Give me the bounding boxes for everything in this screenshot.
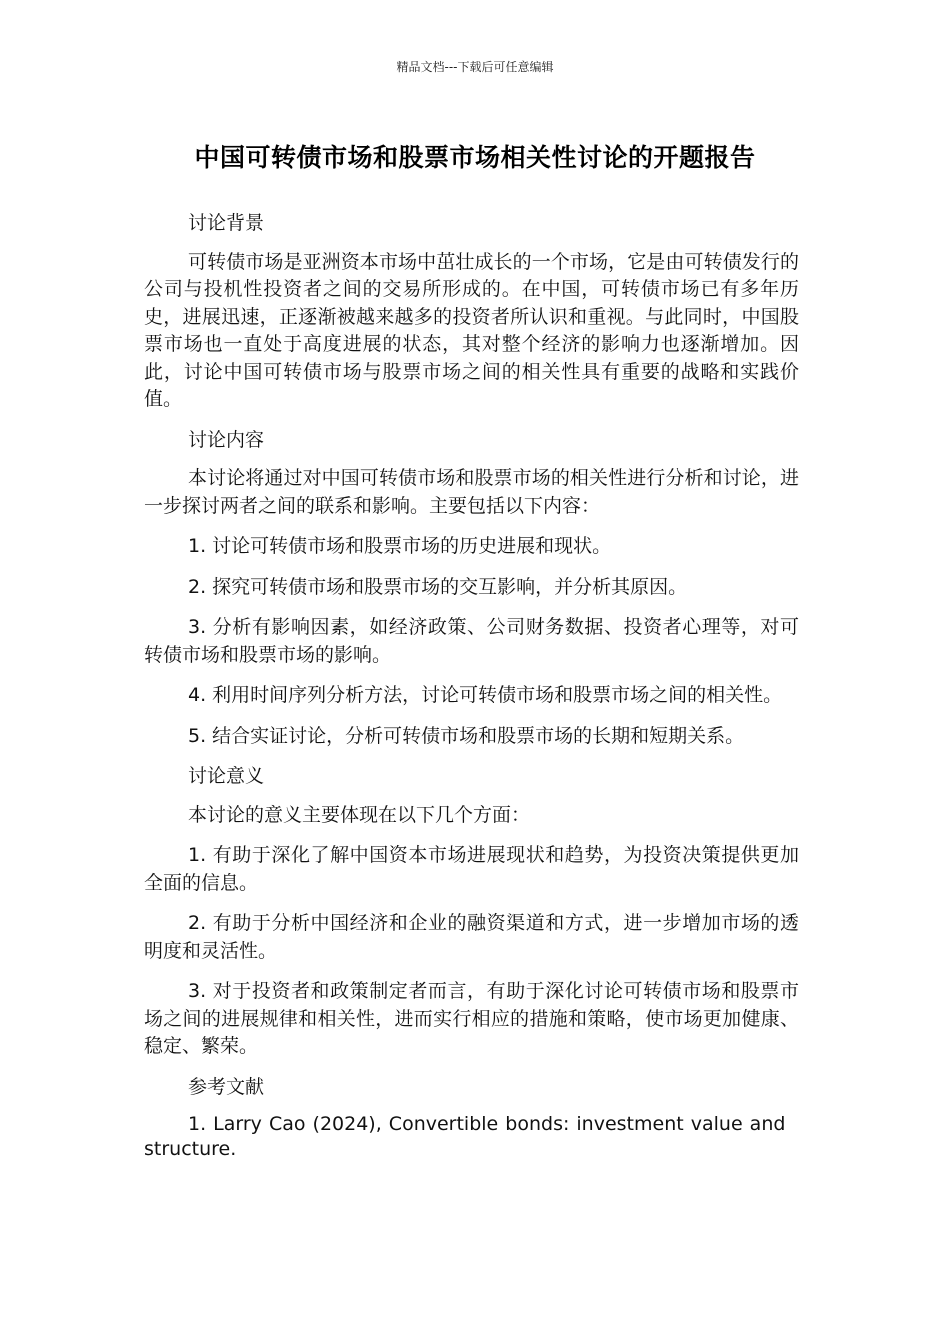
significance-list-item: 2. 有助于分析中国经济和企业的融资渠道和方式，进一步增加市场的透明度和灵活性。 <box>144 912 799 962</box>
section-heading-background: 讨论背景 <box>188 212 265 234</box>
background-paragraph: 可转债市场是亚洲资本市场中茁壮成长的一个市场，它是由可转债发行的公司与投机性投资者之间的交易所形成的。在中国，可转债市场已有多年历史，进展迅速，正逐渐被越来越多的投资者所认识和重视。与此同时，中国股票市场也一直处于高度进展的状态，其对整个经济的影响力也逐渐增加。因此，讨论中国可转债市场与股票市场之间的相关性具有重要的战略和实践价值。 <box>144 250 799 410</box>
content-list-item: 2. 探究可转债市场和股票市场的交互影响，并分析其原因。 <box>188 575 688 598</box>
document-title: 中国可转债市场和股票市场相关性讨论的开题报告 <box>194 143 756 172</box>
content-list-item: 3. 分析有影响因素，如经济政策、公司财务数据、投资者心理等，对可转债市场和股票市场的影响。 <box>144 616 799 666</box>
content-list-item: 5. 结合实证讨论，分析可转债市场和股票市场的长期和短期关系。 <box>188 724 745 747</box>
content-intro-paragraph: 本讨论将通过对中国可转债市场和股票市场的相关性进行分析和讨论，进一步探讨两者之间的联系和影响。主要包括以下内容： <box>144 467 799 517</box>
content-list-item: 1. 讨论可转债市场和股票市场的历史进展和现状。 <box>188 535 612 557</box>
section-heading-content: 讨论内容 <box>188 428 265 451</box>
significance-list-item: 1. 有助于深化了解中国资本市场进展现状和趋势，为投资决策提供更加全面的信息。 <box>144 844 799 894</box>
significance-list-item: 3. 对于投资者和政策制定者而言，有助于深化讨论可转债市场和股票市场之间的进展规律和相关性，进而实行相应的措施和策略，使市场更加健康、稳定、繁荣。 <box>144 980 799 1057</box>
header-note: 精品文档---下载后可任意编辑 <box>396 60 554 74</box>
document-body <box>144 210 799 1161</box>
section-heading-references: 参考文献 <box>188 1075 265 1098</box>
section-heading-significance: 讨论意义 <box>188 765 265 787</box>
content-list-item: 4. 利用时间序列分析方法，讨论可转债市场和股票市场之间的相关性。 <box>188 684 783 706</box>
reference-item: 1. Larry Cao (2024), Convertible bonds: investment value and structure. <box>144 1113 786 1160</box>
significance-intro-paragraph: 本讨论的意义主要体现在以下几个方面： <box>188 803 531 826</box>
